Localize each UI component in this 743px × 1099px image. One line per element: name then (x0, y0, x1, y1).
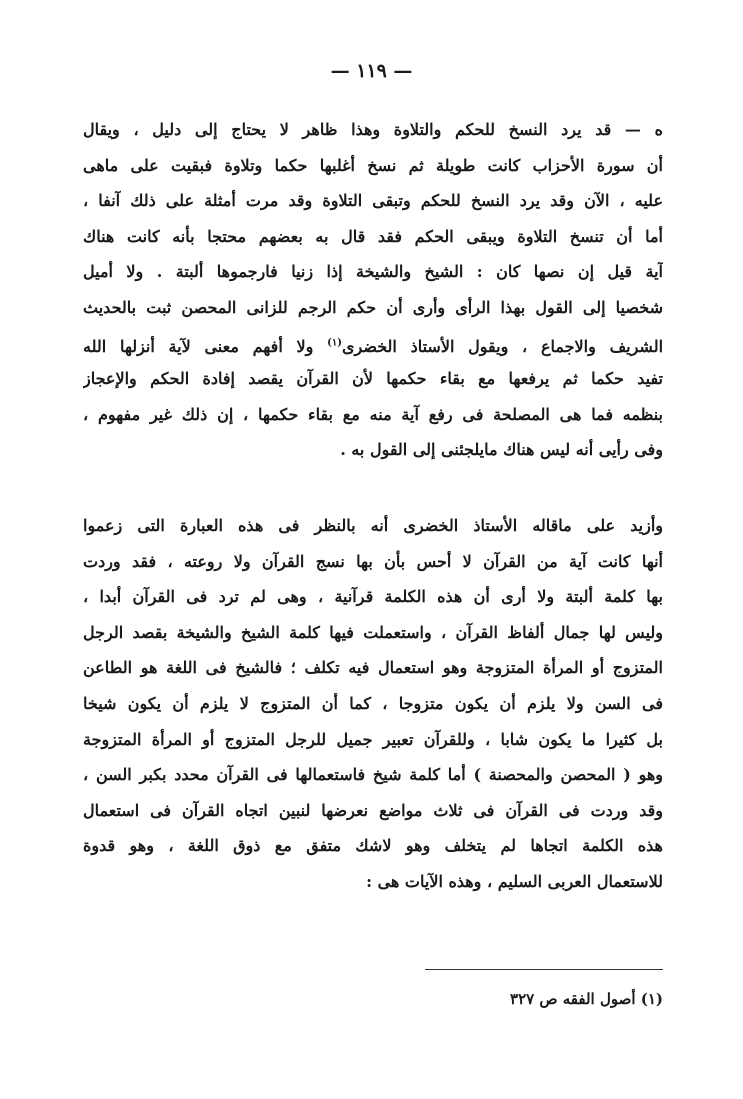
page-number: — ١١٩ — (330, 60, 413, 82)
footnote-reference: (١) (327, 337, 342, 349)
text-line: وأزيد على ماقاله الأستاذ الخضرى أنه بالنظر فى هذه العبارة التى زعموا (83, 516, 663, 535)
paragraph-1 (83, 112, 663, 468)
text-line: تفيد حكما ثم يرفعها مع بقاء حكمها لأن القرآن يقصد إفادة الحكم والإعجاز (83, 369, 663, 389)
footnote: (١) أصول الفقه ص ٣٢٧ (510, 990, 663, 1008)
paragraph-2 (83, 508, 663, 900)
text-line: هذه الكلمة اتجاها لم يتخلف وهو لاشك متفق مع ذوق اللغة ، وهو قدوة (83, 836, 663, 856)
text-line: وهو ( المحصن والمحصنة ) أما كلمة شيخ فاستعمالها فى القرآن محدد بكبر السن ، (83, 765, 663, 785)
text-line: أنها كانت آية من القرآن لا أحس بأن بها نسج القرآن ولا روعته ، فقد وردت (83, 551, 663, 571)
text-line: بنظمه فما هى المصلحة فى رفع آية منه مع بقاء حكمها ، إن ذلك غير مفهوم ، (83, 404, 663, 424)
text-line: آية قيل إن نصها كان : الشيخ والشيخة إذا زنيا فارجموها ألبتة . ولا أميل (83, 262, 663, 282)
text-line: أما أن تنسخ التلاوة ويبقى الحكم فقد قال به بعضهم محتجا بأنه كانت هناك (83, 226, 663, 246)
text-line-segment: الشريف والاجماع ، ويقول الأستاذ الخضرى$^{(١)}$ ولا أفهم معنى لآية أنزلها الله (83, 336, 663, 356)
text-line: عليه ، الآن وقد يرد النسخ للحكم وتبقى التلاوة وقد مرت أمثلة على ذلك آنفا ، (83, 191, 663, 211)
footnote-divider (425, 969, 663, 970)
text-line: ه — قد يرد النسخ للحكم والتلاوة وهذا ظاهر لا يحتاج إلى دليل ، ويقال (83, 120, 663, 139)
text-line: أن سورة الأحزاب كانت طويلة ثم نسخ أغلبها حكما وتلاوة فبقيت على ماهى (83, 155, 663, 175)
text-line: وفى رأيى أنه ليس هناك مايلجئنى إلى القول به . (340, 440, 663, 460)
text-line: وقد وردت فى القرآن فى ثلاث مواضع نعرضها لنبين اتجاه القرآن فى استعمال (83, 800, 663, 820)
text-line: شخصيا إلى القول بهذا الرأى وأرى أن حكم الرجم للزانى المحصن ثبت بالحديث (83, 297, 663, 317)
text-line: المتزوج أو المرأة المتزوجة وهو استعمال فيه تكلف ؛ فالشيخ فى اللغة هو الطاعن (83, 658, 663, 678)
text-line: بها كلمة ألبتة ولا أرى أن هذه الكلمة قرآنية ، وهى لم ترد فى القرآن أبدا ، (83, 587, 663, 607)
text-line: بل كثيرا ما يكون شابا ، وللقرآن تعبير جميل للرجل المتزوج أو المرأة المتزوجة (83, 729, 663, 749)
text-line: فى السن ولا يلزم أن يكون متزوجا ، كما أن المتزوج لا يلزم أن يكون شيخا (83, 693, 663, 713)
text-line: وليس لها جمال ألفاظ القرآن ، واستعملت فيها كلمة الشيخ والشيخة بقصد الرجل (83, 622, 663, 642)
text-line: للاستعمال العربى السليم ، وهذه الآيات هى : (366, 871, 663, 891)
text-line-with-footnote (83, 326, 663, 362)
